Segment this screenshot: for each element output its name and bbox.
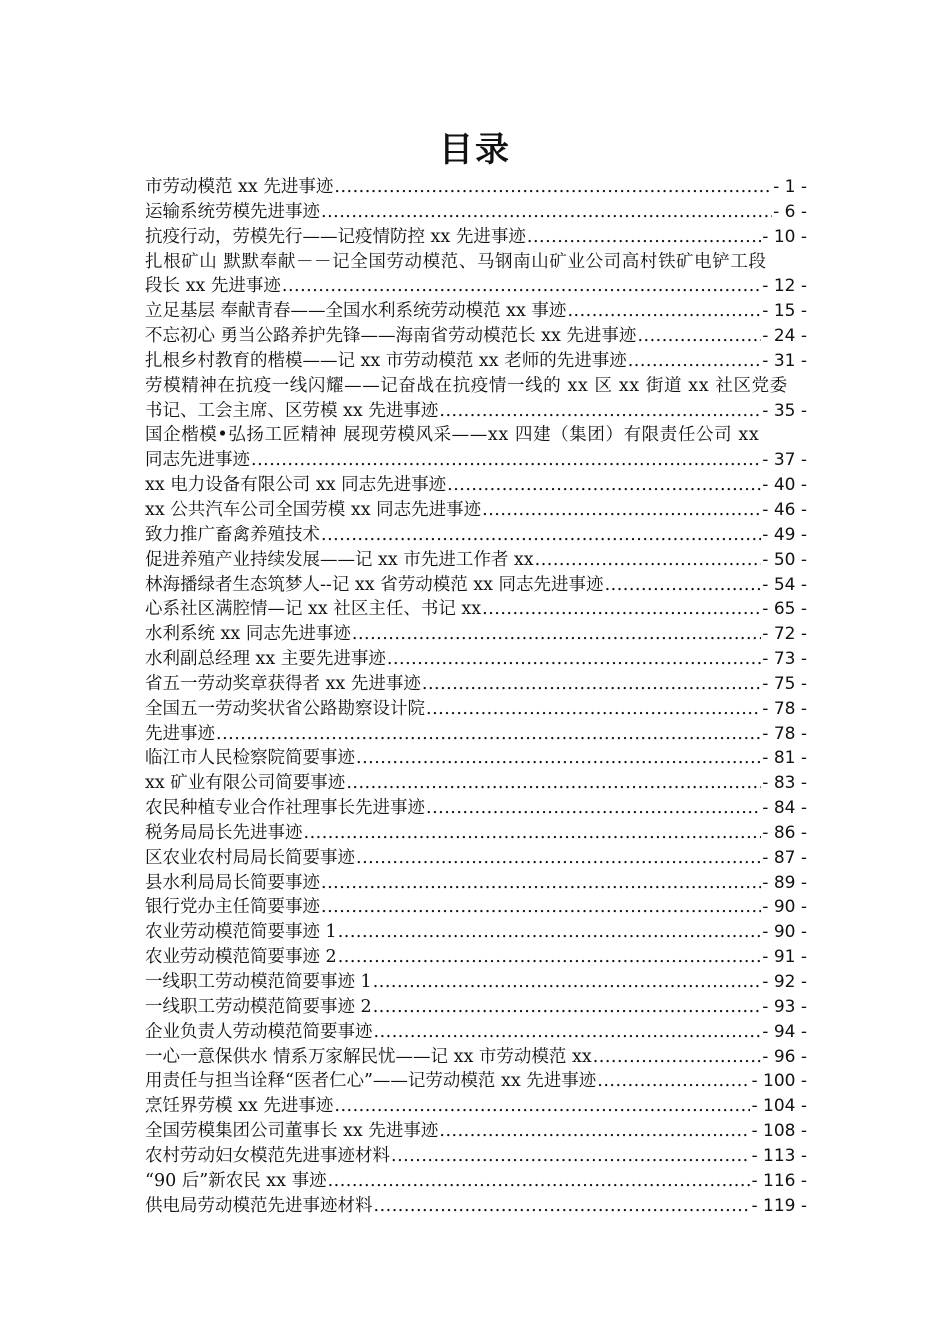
dot-leader bbox=[251, 448, 761, 473]
toc-entry-line bbox=[145, 324, 807, 349]
toc-entry-title: 促进养殖产业持续发展——记 xx 市先进工作者 xx bbox=[145, 549, 534, 570]
toc-entry-page-number: - 46 - bbox=[762, 499, 807, 520]
toc-entry-title: 省五一劳动奖章获得者 xx 先进事迹 bbox=[145, 673, 421, 694]
toc-entry[interactable] bbox=[145, 597, 807, 622]
toc-entry-title-line: 国企楷模•弘扬工匠精神 展现劳模风采——xx 四建（集团）有限责任公司 xx bbox=[145, 425, 760, 446]
toc-entry-line bbox=[145, 225, 807, 250]
toc-entry-title: 农业劳动模范简要事迹 2 bbox=[145, 947, 337, 968]
toc-entry-line bbox=[145, 1094, 807, 1119]
toc-entry-page-number: - 24 - bbox=[762, 326, 807, 347]
toc-entry-title: 运输系统劳模先进事迹 bbox=[145, 201, 320, 222]
toc-entry-page-number: - 86 - bbox=[762, 822, 807, 843]
toc-entry-line bbox=[145, 1144, 807, 1169]
toc-entry[interactable] bbox=[145, 920, 807, 945]
toc-entry-title: 农民种植专业合作社理事长先进事迹 bbox=[145, 798, 425, 819]
toc-entry-page-number: - 91 - bbox=[762, 947, 807, 968]
dot-leader bbox=[593, 1045, 762, 1070]
toc-entry-page-number: - 73 - bbox=[762, 649, 807, 670]
toc-entry-page-number: - 96 - bbox=[762, 1046, 807, 1067]
toc-entry-title: 不忘初心 勇当公路养护先锋——海南省劳动模范长 xx 先进事迹 bbox=[145, 326, 637, 347]
toc-entry-page-number: - 100 - bbox=[751, 1071, 807, 1092]
dot-leader bbox=[334, 175, 772, 200]
dot-leader bbox=[567, 299, 761, 324]
toc-entry-line bbox=[145, 672, 807, 697]
toc-entry-page-number: - 49 - bbox=[762, 524, 807, 545]
toc-entry[interactable] bbox=[145, 746, 807, 771]
toc-entry-page-number: - 116 - bbox=[751, 1170, 807, 1191]
toc-entry[interactable] bbox=[145, 1119, 807, 1144]
toc-entry-page-number: - 94 - bbox=[762, 1021, 807, 1042]
toc-entry-line bbox=[145, 299, 807, 324]
dot-leader bbox=[346, 771, 761, 796]
toc-entry[interactable] bbox=[145, 175, 807, 200]
toc-entry-title: 县水利局局长简要事迹 bbox=[145, 872, 320, 893]
toc-entry-page-number: - 83 - bbox=[762, 773, 807, 794]
dot-leader bbox=[605, 573, 762, 598]
toc-entry[interactable] bbox=[145, 498, 807, 523]
toc-entry[interactable] bbox=[145, 1020, 807, 1045]
toc-entry[interactable] bbox=[145, 349, 807, 374]
toc-entry-title: 扎根乡村教育的楷模——记 xx 市劳动模范 xx 老师的先进事迹 bbox=[145, 350, 627, 371]
toc-entry-page-number: - 93 - bbox=[762, 996, 807, 1017]
toc-entry-line bbox=[145, 796, 807, 821]
toc-entry[interactable] bbox=[145, 1144, 807, 1169]
toc-entry-line bbox=[145, 895, 807, 920]
dot-leader bbox=[321, 871, 761, 896]
toc-entry-title: 市劳动模范 xx 先进事迹 bbox=[145, 177, 334, 197]
dot-leader bbox=[628, 349, 762, 374]
toc-entry-page-number: - 104 - bbox=[751, 1096, 807, 1117]
toc-entry-title: 致力推广畜禽养殖技术 bbox=[145, 524, 320, 545]
toc-entry[interactable] bbox=[145, 622, 807, 647]
toc-entry[interactable] bbox=[145, 871, 807, 896]
toc-entry-title: 全国五一劳动奖状省公路勘察设计院 bbox=[145, 698, 425, 719]
toc-entry-title: 区农业农村局局长简要事迹 bbox=[145, 847, 355, 868]
dot-leader bbox=[282, 274, 761, 299]
toc-entry-title: 农村劳动妇女模范先进事迹材料 bbox=[145, 1145, 390, 1166]
dot-leader bbox=[338, 945, 762, 970]
toc-entry[interactable] bbox=[145, 895, 807, 920]
toc-entry-page-number: - 40 - bbox=[762, 475, 807, 496]
dot-leader bbox=[426, 697, 761, 722]
toc-title: 目录 bbox=[439, 130, 511, 170]
toc-entry-title: 水利副总经理 xx 主要先进事迹 bbox=[145, 649, 386, 670]
toc-entry-line bbox=[145, 349, 807, 374]
toc-entry-title: 全国劳模集团公司董事长 xx 先进事迹 bbox=[145, 1121, 439, 1142]
toc-entry-line bbox=[145, 473, 807, 498]
toc-entry-page-number: - 84 - bbox=[762, 798, 807, 819]
toc-entry-line bbox=[145, 1169, 807, 1194]
toc-entry-page-number: - 1 - bbox=[773, 177, 807, 197]
toc-entry-title: xx 矿业有限公司简要事迹 bbox=[145, 773, 346, 794]
toc-entry-line bbox=[145, 647, 807, 672]
toc-entry[interactable] bbox=[145, 473, 807, 498]
toc-entry[interactable] bbox=[145, 523, 807, 548]
toc-entry-line bbox=[145, 523, 807, 548]
toc-entry-title-line: 劳模精神在抗疫一线闪耀——记奋战在抗疫情一线的 xx 区 xx 街道 xx 社区党委 bbox=[145, 375, 788, 396]
toc-entry[interactable] bbox=[145, 672, 807, 697]
dot-leader bbox=[391, 1144, 750, 1169]
toc-entry-title: 一心一意保供水 情系万家解民忧——记 xx 市劳动模范 xx bbox=[145, 1046, 592, 1067]
toc-entry[interactable] bbox=[145, 200, 807, 225]
toc-entry-title: 林海播绿者生态筑梦人--记 xx 省劳动模范 xx 同志先进事迹 bbox=[145, 574, 604, 595]
toc-entry[interactable] bbox=[145, 945, 807, 970]
toc-entry[interactable] bbox=[145, 1094, 807, 1119]
toc-entry[interactable] bbox=[145, 250, 807, 300]
toc-entry-line bbox=[145, 970, 807, 995]
toc-entry-title: xx 电力设备有限公司 xx 同志先进事迹 bbox=[145, 475, 447, 496]
toc-entry-title: 抗疫行动，劳模先行——记疫情防控 xx 先进事迹 bbox=[145, 226, 526, 247]
toc-entry-title: “90 后”新农民 xx 事迹 bbox=[145, 1170, 327, 1191]
dot-leader bbox=[373, 995, 762, 1020]
dot-leader bbox=[597, 1069, 750, 1094]
toc-entry[interactable] bbox=[145, 697, 807, 722]
toc-entry[interactable] bbox=[145, 722, 807, 747]
toc-entry-line bbox=[145, 1194, 807, 1219]
toc-entry-title: 立足基层 奉献青春——全国水利系统劳动模范 xx 事迹 bbox=[145, 301, 567, 322]
toc-entry-page-number: - 6 - bbox=[773, 201, 807, 222]
toc-entry-title-line: 扎根矿山 默默奉献－－记全国劳动模范、马钢南山矿业公司高村铁矿电铲工段 bbox=[145, 251, 767, 272]
toc-entry[interactable] bbox=[145, 1069, 807, 1094]
dot-leader bbox=[216, 722, 761, 747]
dot-leader bbox=[374, 1020, 762, 1045]
toc-entry-page-number: - 119 - bbox=[751, 1195, 807, 1216]
toc-entry-line bbox=[145, 597, 807, 622]
dot-leader bbox=[482, 498, 761, 523]
dot-leader bbox=[338, 920, 762, 945]
toc-entry[interactable] bbox=[145, 771, 807, 796]
toc-entry-page-number: - 10 - bbox=[762, 226, 807, 247]
dot-leader bbox=[426, 796, 761, 821]
toc-entry-title: 一线职工劳动模范简要事迹 1 bbox=[145, 972, 372, 992]
toc-entry-line bbox=[145, 399, 807, 424]
toc-entry[interactable] bbox=[145, 1169, 807, 1194]
toc-entry-line bbox=[145, 498, 807, 523]
toc-entry-page-number: - 31 - bbox=[762, 350, 807, 371]
toc-entry[interactable] bbox=[145, 821, 807, 846]
toc-entry[interactable] bbox=[145, 299, 807, 324]
toc-entry-line bbox=[145, 1069, 807, 1094]
toc-entry-page-number: - 81 - bbox=[762, 748, 807, 769]
toc-entry-line bbox=[145, 995, 807, 1020]
toc-entry-line bbox=[145, 821, 807, 846]
dot-leader bbox=[374, 1194, 751, 1219]
toc-entry[interactable] bbox=[145, 647, 807, 672]
toc-entry-title: 农业劳动模范简要事迹 1 bbox=[145, 922, 337, 943]
toc-entry-page-number: - 113 - bbox=[751, 1145, 807, 1166]
toc-entry-title: 一线职工劳动模范简要事迹 2 bbox=[145, 996, 372, 1017]
toc-entry[interactable] bbox=[145, 796, 807, 821]
toc-entry-line bbox=[145, 548, 807, 573]
toc-entry-page-number: - 37 - bbox=[762, 450, 807, 471]
toc-entry-line bbox=[145, 573, 807, 598]
toc-entry-line bbox=[145, 1045, 807, 1070]
toc-entry-line bbox=[145, 448, 807, 473]
dot-leader bbox=[321, 895, 761, 920]
toc-entry-line bbox=[145, 1020, 807, 1045]
toc-entry-line bbox=[145, 175, 807, 200]
toc-entry-line bbox=[145, 871, 807, 896]
dot-leader bbox=[304, 821, 762, 846]
toc-entry-page-number: - 92 - bbox=[762, 972, 807, 992]
toc-entry[interactable] bbox=[145, 374, 807, 424]
toc-entry-title: 先进事迹 bbox=[145, 723, 215, 744]
dot-leader bbox=[321, 200, 772, 225]
toc-entry[interactable] bbox=[145, 573, 807, 598]
toc-entry[interactable] bbox=[145, 1194, 807, 1219]
toc-entry-line bbox=[145, 920, 807, 945]
dot-leader bbox=[328, 1169, 751, 1194]
toc-entry-page-number: - 108 - bbox=[751, 1121, 807, 1142]
toc-entry-page-number: - 89 - bbox=[762, 872, 807, 893]
dot-leader bbox=[356, 846, 761, 871]
toc-entry[interactable] bbox=[145, 225, 807, 250]
toc-entry-line bbox=[145, 722, 807, 747]
toc-entry-line bbox=[145, 945, 807, 970]
dot-leader bbox=[387, 647, 761, 672]
dot-leader bbox=[373, 970, 762, 995]
dot-leader bbox=[527, 225, 761, 250]
toc-entry-title: 段长 xx 先进事迹 bbox=[145, 276, 281, 297]
toc-entry[interactable] bbox=[145, 970, 807, 995]
toc-entry-page-number: - 72 - bbox=[762, 624, 807, 645]
toc-entry-title: 银行党办主任简要事迹 bbox=[145, 897, 320, 918]
toc-entry-line bbox=[145, 1119, 807, 1144]
toc-entry-title: 水利系统 xx 同志先进事迹 bbox=[145, 624, 351, 645]
toc-entry-line bbox=[145, 622, 807, 647]
toc-entry[interactable] bbox=[145, 1045, 807, 1070]
dot-leader bbox=[439, 399, 761, 424]
toc-entry-title: 临江市人民检察院简要事迹 bbox=[145, 748, 355, 769]
toc-entry-line bbox=[145, 746, 807, 771]
toc-entry-page-number: - 35 - bbox=[762, 400, 807, 421]
dot-leader bbox=[352, 622, 761, 647]
toc-entry-title: xx 公共汽车公司全国劳模 xx 同志先进事迹 bbox=[145, 499, 482, 520]
toc-entry[interactable] bbox=[145, 846, 807, 871]
toc-entry-line bbox=[145, 846, 807, 871]
toc-list bbox=[145, 175, 807, 1218]
toc-entry-page-number: - 90 - bbox=[762, 897, 807, 918]
toc-entry[interactable] bbox=[145, 324, 807, 349]
toc-entry-page-number: - 54 - bbox=[762, 574, 807, 595]
toc-entry-page-number: - 78 - bbox=[762, 698, 807, 719]
dot-leader bbox=[356, 746, 761, 771]
toc-entry-title: 同志先进事迹 bbox=[145, 450, 250, 471]
dot-leader bbox=[321, 523, 761, 548]
dot-leader bbox=[482, 597, 761, 622]
toc-entry-title: 书记、工会主席、区劳模 xx 先进事迹 bbox=[145, 400, 439, 421]
dot-leader bbox=[637, 324, 761, 349]
toc-entry-page-number: - 87 - bbox=[762, 847, 807, 868]
toc-entry-page-number: - 75 - bbox=[762, 673, 807, 694]
toc-entry-line bbox=[145, 771, 807, 796]
toc-entry-line bbox=[145, 200, 807, 225]
toc-entry-title: 用责任与担当诠释“医者仁心”——记劳动模范 xx 先进事迹 bbox=[145, 1071, 597, 1092]
dot-leader bbox=[334, 1094, 750, 1119]
dot-leader bbox=[535, 548, 762, 573]
toc-entry-title: 烹饪界劳模 xx 先进事迹 bbox=[145, 1096, 334, 1117]
toc-entry-title: 企业负责人劳动模范简要事迹 bbox=[145, 1021, 373, 1042]
toc-entry-title: 心系社区满腔情—记 xx 社区主任、书记 xx bbox=[145, 599, 482, 620]
toc-entry-line bbox=[145, 274, 807, 299]
toc-entry-page-number: - 50 - bbox=[762, 549, 807, 570]
toc-entry-line bbox=[145, 697, 807, 722]
toc-entry[interactable] bbox=[145, 995, 807, 1020]
toc-entry-page-number: - 15 - bbox=[762, 301, 807, 322]
toc-entry-page-number: - 65 - bbox=[762, 599, 807, 620]
toc-entry[interactable] bbox=[145, 423, 807, 473]
dot-leader bbox=[422, 672, 761, 697]
dot-leader bbox=[439, 1119, 750, 1144]
toc-entry-title: 供电局劳动模范先进事迹材料 bbox=[145, 1195, 373, 1216]
toc-entry-title: 税务局局长先进事迹 bbox=[145, 822, 303, 843]
toc-entry-page-number: - 90 - bbox=[762, 922, 807, 943]
dot-leader bbox=[447, 473, 761, 498]
toc-entry[interactable] bbox=[145, 548, 807, 573]
toc-entry-page-number: - 78 - bbox=[762, 723, 807, 744]
toc-entry-page-number: - 12 - bbox=[762, 276, 807, 297]
